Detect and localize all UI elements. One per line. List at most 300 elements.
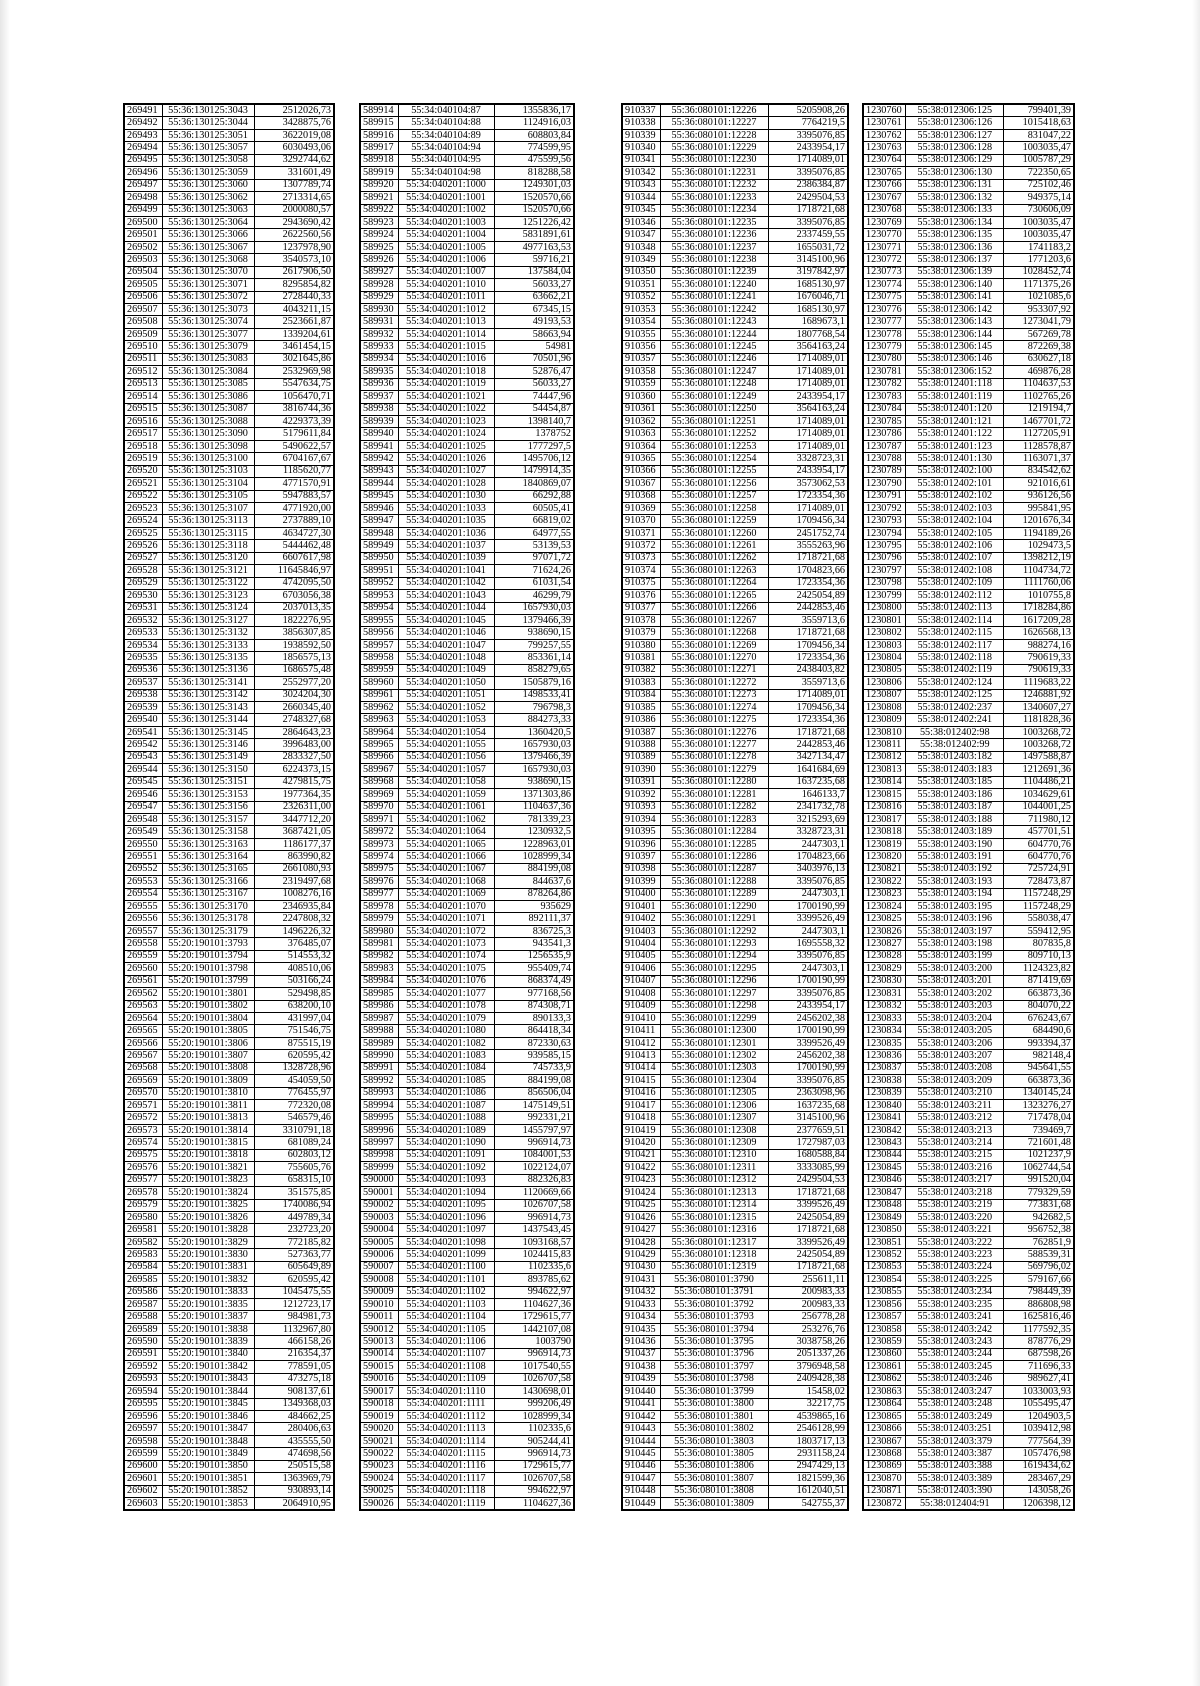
table-row [622,776,848,788]
cadastral-number-cell: 55:20:190101:3814 [162,1124,254,1136]
table-row [622,154,848,166]
table-row [360,963,574,975]
row-number-cell: 1230831 [863,988,906,1000]
row-number-cell: 910370 [622,515,660,527]
cadastral-number-cell: 55:20:190101:3846 [162,1410,254,1422]
table-row [863,863,1074,875]
row-number-cell: 910428 [622,1236,660,1248]
cadastral-number-cell: 55:36:130125:3070 [162,266,254,278]
cadastral-number-cell: 55:36:080101:12300 [660,1025,768,1037]
row-number-cell: 910411 [622,1025,660,1037]
table-row [863,179,1074,191]
value-cell: 3395076,85 [768,988,848,1000]
row-number-cell: 589973 [360,838,398,850]
cadastral-number-cell: 55:38:012403:196 [906,913,1004,925]
value-cell: 2429504,53 [768,192,848,204]
table-row [124,328,334,340]
value-cell: 1204903,5 [1004,1410,1074,1422]
table-row [622,789,848,801]
table-row [124,1435,334,1447]
table-row [124,1087,334,1099]
cadastral-number-cell: 55:38:012403:211 [906,1100,1004,1112]
cadastral-number-cell: 55:36:080101:12245 [660,341,768,353]
row-number-cell: 589987 [360,1012,398,1024]
cadastral-number-cell: 55:36:080101:12294 [660,950,768,962]
cadastral-number-cell: 55:34:040201:1061 [398,801,494,813]
row-number-cell: 910386 [622,714,660,726]
cadastral-number-cell: 55:34:040201:1077 [398,988,494,1000]
value-cell: 1646133,7 [768,789,848,801]
cadastral-number-cell: 55:34:040201:1114 [398,1435,494,1447]
row-number-cell: 269575 [124,1149,162,1161]
row-number-cell: 910352 [622,291,660,303]
table-row [360,1423,574,1435]
value-cell: 1017540,55 [494,1361,574,1373]
value-cell: 2447303,1 [768,925,848,937]
value-cell: 1437543,45 [494,1224,574,1236]
cadastral-number-cell: 55:34:040201:1083 [398,1050,494,1062]
table-row [863,1448,1074,1460]
table-row [124,465,334,477]
table-row [360,938,574,950]
cadastral-number-cell: 55:34:040201:1074 [398,950,494,962]
row-number-cell: 589978 [360,901,398,913]
value-cell: 1008276,16 [254,888,334,900]
table-row [360,652,574,664]
table-row [124,515,334,527]
cadastral-number-cell: 55:34:040201:1012 [398,304,494,316]
table-row [360,328,574,340]
cadastral-number-cell: 55:38:012403:193 [906,876,1004,888]
table-row [124,726,334,738]
value-cell: 1026707,58 [494,1373,574,1385]
cadastral-number-cell: 55:36:080101:12262 [660,552,768,564]
cadastral-number-cell: 55:34:040201:1075 [398,963,494,975]
table-row [360,1249,574,1261]
value-cell: 721601,48 [1004,1137,1074,1149]
table-row [124,117,334,129]
table-row [622,901,848,913]
value-cell: 1520570,66 [494,204,574,216]
cadastral-number-cell: 55:36:080101:12279 [660,764,768,776]
table-row [360,565,574,577]
table-row [863,391,1074,403]
value-cell: 892111,37 [494,913,574,925]
cadastral-number-cell: 55:34:040201:1047 [398,639,494,651]
table-row [124,1174,334,1186]
table-row [622,478,848,490]
table-row [360,241,574,253]
value-cell: 1619434,62 [1004,1460,1074,1472]
value-cell: 1371303,86 [494,789,574,801]
row-number-cell: 1230843 [863,1137,906,1149]
table-row [124,503,334,515]
row-number-cell: 1230820 [863,851,906,863]
cadastral-number-cell: 55:36:080101:12302 [660,1050,768,1062]
value-cell: 1718721,68 [768,1261,848,1273]
table-row [863,851,1074,863]
row-number-cell: 910338 [622,117,660,129]
value-cell: 773831,68 [1004,1199,1074,1211]
cadastral-number-cell: 55:38:012403:209 [906,1075,1004,1087]
row-number-cell: 589960 [360,677,398,689]
value-cell: 3197842,97 [768,266,848,278]
table-row [863,975,1074,987]
table-row [863,1211,1074,1223]
table-row [622,813,848,825]
table-row [863,515,1074,527]
table-row [360,1311,574,1323]
value-cell: 1777297,5 [494,440,574,452]
row-number-cell: 269600 [124,1460,162,1472]
row-number-cell: 590018 [360,1398,398,1410]
cadastral-number-cell: 55:38:012403:219 [906,1199,1004,1211]
row-number-cell: 910446 [622,1460,660,1472]
cadastral-number-cell: 55:36:080101:12291 [660,913,768,925]
row-number-cell: 269589 [124,1323,162,1335]
cadastral-number-cell: 55:36:080101:12280 [660,776,768,788]
value-cell: 875515,19 [254,1037,334,1049]
registry-table-1 [123,103,335,1511]
row-number-cell: 1230790 [863,478,906,490]
value-cell: 1714089,01 [768,378,848,390]
table-row [863,751,1074,763]
row-number-cell: 910346 [622,216,660,228]
row-number-cell: 589943 [360,465,398,477]
table-row [622,664,848,676]
table-row [124,1485,334,1497]
cadastral-number-cell: 55:36:130125:3044 [162,117,254,129]
value-cell: 884199,08 [494,1075,574,1087]
cadastral-number-cell: 55:34:040201:1033 [398,503,494,515]
table-row [622,677,848,689]
row-number-cell: 910348 [622,241,660,253]
value-cell: 1251226,42 [494,216,574,228]
value-cell: 70501,96 [494,353,574,365]
cadastral-number-cell: 55:38:012403:206 [906,1037,1004,1049]
row-number-cell: 910395 [622,826,660,838]
value-cell: 1015418,63 [1004,117,1074,129]
row-number-cell: 1230797 [863,565,906,577]
table-row [124,192,334,204]
cadastral-number-cell: 55:38:012306:145 [906,341,1004,353]
cadastral-number-cell: 55:34:040201:1046 [398,627,494,639]
table-row [360,1025,574,1037]
value-cell: 745733,9 [494,1062,574,1074]
value-cell: 2319497,68 [254,876,334,888]
cadastral-number-cell: 55:38:012403:379 [906,1435,1004,1447]
table-row [360,975,574,987]
row-number-cell: 910445 [622,1448,660,1460]
row-number-cell: 589991 [360,1062,398,1074]
value-cell: 878776,29 [1004,1336,1074,1348]
row-number-cell: 1230871 [863,1485,906,1497]
row-number-cell: 910429 [622,1249,660,1261]
table-row [622,465,848,477]
value-cell: 1003035,47 [1004,142,1074,154]
cadastral-number-cell: 55:34:040201:1100 [398,1261,494,1273]
cadastral-number-cell: 55:36:080101:12227 [660,117,768,129]
cadastral-number-cell: 55:20:190101:3798 [162,963,254,975]
table-row [124,254,334,266]
row-number-cell: 910345 [622,204,660,216]
table-row [863,963,1074,975]
table-row [622,440,848,452]
scan-edge-right [1192,0,1200,1686]
value-cell: 2409428,38 [768,1373,848,1385]
row-number-cell: 269571 [124,1100,162,1112]
value-cell: 1021237,9 [1004,1149,1074,1161]
row-number-cell: 1230845 [863,1162,906,1174]
value-cell: 3555263,96 [768,540,848,552]
table-row [863,403,1074,415]
table-row [863,117,1074,129]
table-row [360,1012,574,1024]
row-number-cell: 1230846 [863,1174,906,1186]
row-number-cell: 910379 [622,627,660,639]
value-cell: 5490622,57 [254,440,334,452]
row-number-cell: 269546 [124,789,162,801]
value-cell: 955409,74 [494,963,574,975]
row-number-cell: 1230784 [863,403,906,415]
table-row [360,1211,574,1223]
cadastral-number-cell: 55:36:130125:3072 [162,291,254,303]
table-row [360,1100,574,1112]
table-row [360,851,574,863]
row-number-cell: 910424 [622,1187,660,1199]
value-cell: 3564163,24 [768,403,848,415]
row-number-cell: 910427 [622,1224,660,1236]
cadastral-number-cell: 55:38:012402:117 [906,639,1004,651]
cadastral-number-cell: 55:36:080101:12314 [660,1199,768,1211]
value-cell: 473275,18 [254,1373,334,1385]
value-cell: 620595,42 [254,1274,334,1286]
row-number-cell: 269513 [124,378,162,390]
value-cell: 2661080,93 [254,863,334,875]
cadastral-number-cell: 55:34:040201:1112 [398,1410,494,1422]
row-number-cell: 1230794 [863,527,906,539]
value-cell: 4742095,50 [254,577,334,589]
table-row [622,751,848,763]
registry-table-2 [359,103,575,1511]
row-number-cell: 1230805 [863,664,906,676]
table-row [622,341,848,353]
cadastral-number-cell: 55:34:040201:1001 [398,192,494,204]
cadastral-number-cell: 55:20:190101:3793 [162,938,254,950]
cadastral-number-cell: 55:36:080101:12254 [660,453,768,465]
table-row [124,1498,334,1511]
value-cell: 1186177,37 [254,838,334,850]
row-number-cell: 910362 [622,415,660,427]
row-number-cell: 269539 [124,702,162,714]
table-row [124,1249,334,1261]
value-cell: 778591,05 [254,1361,334,1373]
cadastral-number-cell: 55:36:130125:3143 [162,702,254,714]
value-cell: 834542,62 [1004,465,1074,477]
registry-table-4 [862,103,1075,1511]
table-row [622,639,848,651]
row-number-cell: 1230832 [863,1000,906,1012]
table-row [863,913,1074,925]
table-row [124,216,334,228]
row-number-cell: 910355 [622,328,660,340]
row-number-cell: 589966 [360,751,398,763]
table-row [124,1062,334,1074]
value-cell: 996914,73 [494,1211,574,1223]
row-number-cell: 589972 [360,826,398,838]
value-cell: 1157248,29 [1004,888,1074,900]
row-number-cell: 269544 [124,764,162,776]
value-cell: 772320,08 [254,1100,334,1112]
table-row [622,1274,848,1286]
cadastral-number-cell: 55:34:040201:1052 [398,702,494,714]
cadastral-number-cell: 55:38:012403:241 [906,1311,1004,1323]
value-cell: 1704823,66 [768,565,848,577]
cadastral-number-cell: 55:36:080101:12260 [660,527,768,539]
row-number-cell: 589999 [360,1162,398,1174]
row-number-cell: 910388 [622,739,660,751]
value-cell: 663873,36 [1004,1075,1074,1087]
cadastral-number-cell: 55:34:040201:1095 [398,1199,494,1211]
value-cell: 930893,14 [254,1485,334,1497]
value-cell: 886808,98 [1004,1299,1074,1311]
table-row [863,590,1074,602]
row-number-cell: 910396 [622,838,660,850]
cadastral-number-cell: 55:36:080101:3800 [660,1398,768,1410]
table-row [360,304,574,316]
row-number-cell: 269590 [124,1336,162,1348]
row-number-cell: 589930 [360,304,398,316]
table-row [124,826,334,838]
value-cell: 2429504,53 [768,1174,848,1186]
table-row [360,154,574,166]
row-number-cell: 1230761 [863,117,906,129]
cadastral-number-cell: 55:20:190101:3794 [162,950,254,962]
table-row [124,304,334,316]
value-cell: 457701,51 [1004,826,1074,838]
cadastral-number-cell: 55:38:012402:241 [906,714,1004,726]
table-row [863,1087,1074,1099]
cadastral-number-cell: 55:36:080101:12306 [660,1100,768,1112]
value-cell: 818288,58 [494,167,574,179]
cadastral-number-cell: 55:36:080101:3790 [660,1274,768,1286]
table-row [124,1187,334,1199]
value-cell: 1194189,26 [1004,527,1074,539]
value-cell: 3461454,15 [254,341,334,353]
value-cell: 49193,53 [494,316,574,328]
cadastral-number-cell: 55:38:012306:142 [906,304,1004,316]
row-number-cell: 910421 [622,1149,660,1161]
value-cell: 64977,55 [494,527,574,539]
table-row [124,1299,334,1311]
table-row [622,1386,848,1398]
row-number-cell: 910380 [622,639,660,651]
cadastral-number-cell: 55:20:190101:3853 [162,1498,254,1511]
value-cell: 1498533,41 [494,689,574,701]
cadastral-number-cell: 55:38:012402:115 [906,627,1004,639]
cadastral-number-cell: 55:34:040104:95 [398,154,494,166]
cadastral-number-cell: 55:38:012403:200 [906,963,1004,975]
cadastral-number-cell: 55:38:012403:234 [906,1286,1004,1298]
cadastral-number-cell: 55:36:080101:12261 [660,540,768,552]
table-row [863,279,1074,291]
table-row [360,689,574,701]
row-number-cell: 269591 [124,1348,162,1360]
row-number-cell: 269586 [124,1286,162,1298]
value-cell: 658315,10 [254,1174,334,1186]
table-row [360,590,574,602]
table-row [360,901,574,913]
table-row [863,702,1074,714]
cadastral-number-cell: 55:36:130125:3144 [162,714,254,726]
cadastral-number-cell: 55:38:012403:220 [906,1211,1004,1223]
table-row [124,1348,334,1360]
value-cell: 542755,37 [768,1498,848,1511]
table-row [124,154,334,166]
table-row [124,1211,334,1223]
cadastral-number-cell: 55:38:012403:222 [906,1236,1004,1248]
table-row [360,1124,574,1136]
row-number-cell: 1230773 [863,266,906,278]
value-cell: 408510,06 [254,963,334,975]
value-cell: 1612040,51 [768,1485,848,1497]
table-row [360,216,574,228]
row-number-cell: 589980 [360,925,398,937]
row-number-cell: 590004 [360,1224,398,1236]
row-number-cell: 589916 [360,129,398,141]
table-row [360,229,574,241]
row-number-cell: 910337 [622,104,660,117]
value-cell: 3399526,49 [768,1236,848,1248]
table-row [622,1000,848,1012]
table-row [622,129,848,141]
cadastral-number-cell: 55:34:040201:1069 [398,888,494,900]
cadastral-number-cell: 55:36:080101:12292 [660,925,768,937]
value-cell: 1034629,61 [1004,789,1074,801]
table-row [622,1137,848,1149]
cadastral-number-cell: 55:38:012403:203 [906,1000,1004,1012]
cadastral-number-cell: 55:36:130125:3141 [162,677,254,689]
cadastral-number-cell: 55:34:040201:1113 [398,1423,494,1435]
value-cell: 1495706,12 [494,453,574,465]
table-row [622,590,848,602]
table-row [360,577,574,589]
table-row [622,1236,848,1248]
value-cell: 1729615,77 [494,1311,574,1323]
value-cell: 638200,10 [254,1000,334,1012]
cadastral-number-cell: 55:34:040201:1011 [398,291,494,303]
row-number-cell: 910371 [622,527,660,539]
value-cell: 1355836,17 [494,104,574,117]
value-cell: 1026707,58 [494,1473,574,1485]
table-row [360,503,574,515]
cadastral-number-cell: 55:34:040201:1088 [398,1112,494,1124]
row-number-cell: 910367 [622,478,660,490]
cadastral-number-cell: 55:36:080101:12297 [660,988,768,1000]
row-number-cell: 589993 [360,1087,398,1099]
row-number-cell: 269596 [124,1410,162,1422]
row-number-cell: 590007 [360,1261,398,1273]
value-cell: 1185620,77 [254,465,334,477]
table-row [863,1361,1074,1373]
value-cell: 559412,95 [1004,925,1074,937]
value-cell: 1323276,27 [1004,1100,1074,1112]
row-number-cell: 910425 [622,1199,660,1211]
cadastral-number-cell: 55:38:012403:245 [906,1361,1004,1373]
table-row [622,838,848,850]
row-number-cell: 910376 [622,590,660,602]
row-number-cell: 590008 [360,1274,398,1286]
